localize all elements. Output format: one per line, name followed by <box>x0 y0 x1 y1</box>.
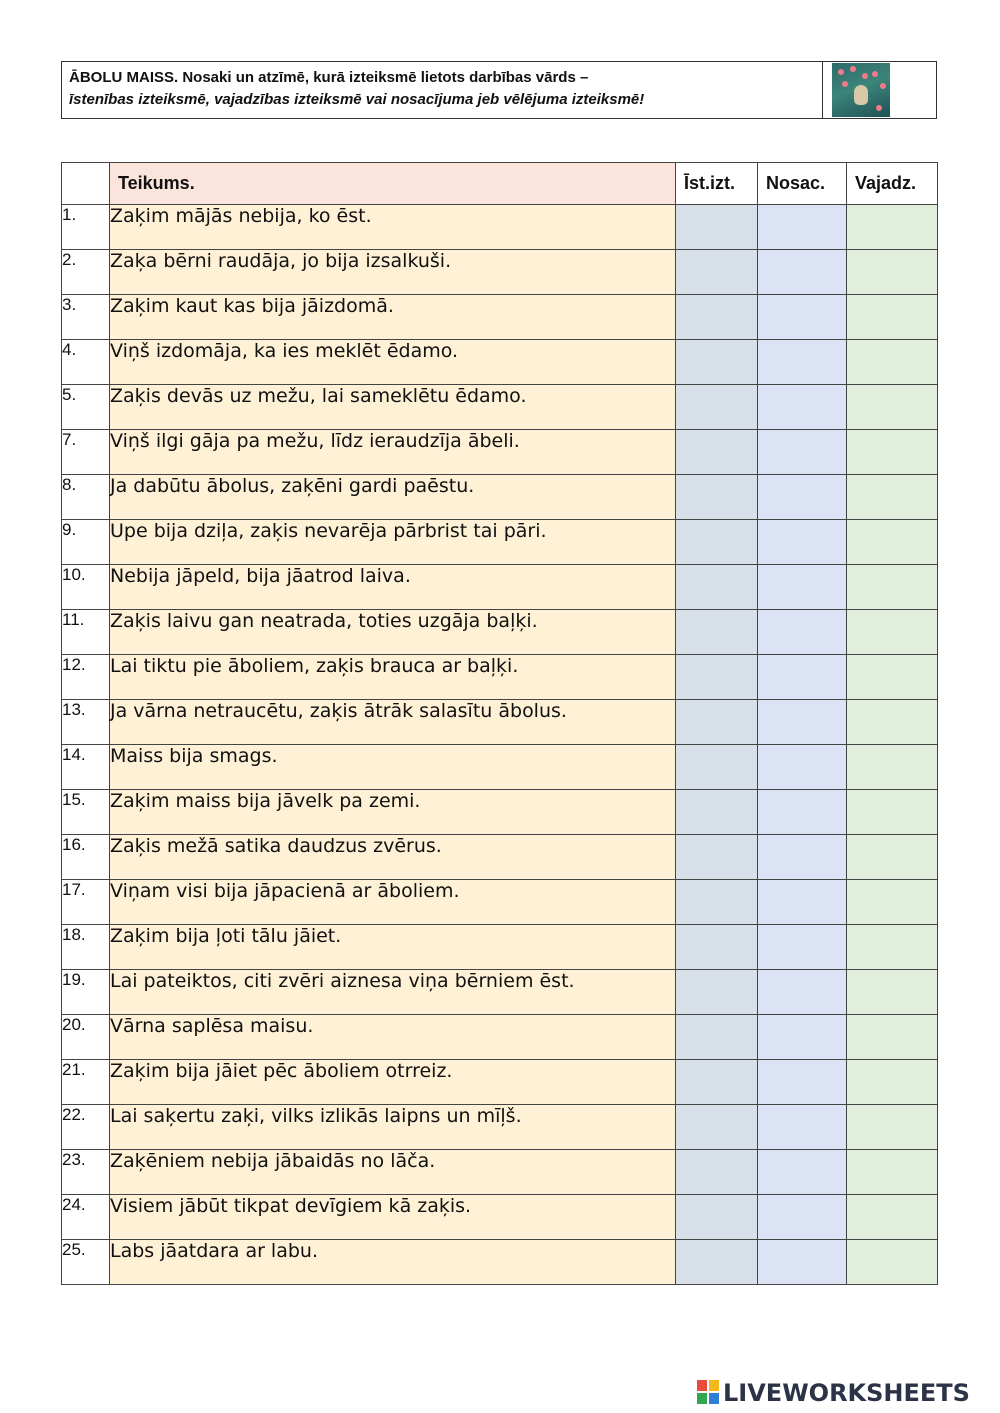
row-number: 19. <box>62 970 110 1015</box>
sentence-cell: Zaķim kaut kas bija jāizdomā. <box>110 295 676 340</box>
answer-cell-debitive[interactable] <box>847 610 938 655</box>
sentence-cell: Zaķēniem nebija jābaidās no lāča. <box>110 1150 676 1195</box>
answer-cell-conditional[interactable] <box>758 700 847 745</box>
sentence-cell: Zaķim maiss bija jāvelk pa zemi. <box>110 790 676 835</box>
row-number: 16. <box>62 835 110 880</box>
answer-cell-indicative[interactable] <box>676 340 758 385</box>
answer-cell-indicative[interactable] <box>676 1015 758 1060</box>
sentence-cell: Lai pateiktos, citi zvēri aiznesa viņa bērniem ēst. <box>110 970 676 1015</box>
column-header-debitive: Vajadz. <box>847 163 938 205</box>
table-row <box>62 1015 938 1060</box>
answer-cell-debitive[interactable] <box>847 340 938 385</box>
answer-cell-indicative[interactable] <box>676 880 758 925</box>
answer-cell-indicative[interactable] <box>676 1150 758 1195</box>
table-row <box>62 610 938 655</box>
rabbit-illustration <box>832 63 890 117</box>
table-row <box>62 430 938 475</box>
answer-cell-debitive[interactable] <box>847 1015 938 1060</box>
table-row <box>62 1105 938 1150</box>
answer-cell-conditional[interactable] <box>758 340 847 385</box>
row-number: 13. <box>62 700 110 745</box>
table-row <box>62 925 938 970</box>
answer-cell-debitive[interactable] <box>847 205 938 250</box>
answer-cell-indicative[interactable] <box>676 970 758 1015</box>
answer-cell-debitive[interactable] <box>847 475 938 520</box>
row-number: 4. <box>62 340 110 385</box>
answer-cell-debitive[interactable] <box>847 880 938 925</box>
answer-cell-debitive[interactable] <box>847 1150 938 1195</box>
row-number: 25. <box>62 1240 110 1285</box>
answer-cell-debitive[interactable] <box>847 970 938 1015</box>
table-row <box>62 475 938 520</box>
table-row <box>62 250 938 295</box>
table-row <box>62 655 938 700</box>
answer-cell-conditional[interactable] <box>758 835 847 880</box>
answer-cell-debitive[interactable] <box>847 655 938 700</box>
table-row <box>62 835 938 880</box>
answer-cell-conditional[interactable] <box>758 970 847 1015</box>
answer-cell-conditional[interactable] <box>758 1060 847 1105</box>
row-number: 2. <box>62 250 110 295</box>
table-row <box>62 565 938 610</box>
answer-cell-conditional[interactable] <box>758 610 847 655</box>
answer-cell-indicative[interactable] <box>676 655 758 700</box>
answer-cell-debitive[interactable] <box>847 295 938 340</box>
table-row <box>62 295 938 340</box>
worksheet-header <box>61 61 937 119</box>
row-number: 18. <box>62 925 110 970</box>
row-number: 1. <box>62 205 110 250</box>
sentence-cell: Lai tiktu pie āboliem, zaķis brauca ar baļķi. <box>110 655 676 700</box>
worksheet-title: ĀBOLU MAISS. Nosaki un atzīmē, kurā izteiksmē lietots darbības vārds – <box>69 69 589 86</box>
sentence-cell: Zaķa bērni raudāja, jo bija izsalkuši. <box>110 250 676 295</box>
answer-cell-indicative[interactable] <box>676 475 758 520</box>
answer-cell-debitive[interactable] <box>847 1105 938 1150</box>
sentence-cell: Ja dabūtu ābolus, zaķēni gardi paēstu. <box>110 475 676 520</box>
row-number: 5. <box>62 385 110 430</box>
row-number: 24. <box>62 1195 110 1240</box>
sentence-cell: Ja vārna netraucētu, zaķis ātrāk salasītu ābolus. <box>110 700 676 745</box>
answer-cell-conditional[interactable] <box>758 1105 847 1150</box>
answer-cell-conditional[interactable] <box>758 790 847 835</box>
answer-cell-indicative[interactable] <box>676 1105 758 1150</box>
answer-cell-indicative[interactable] <box>676 1195 758 1240</box>
table-row <box>62 745 938 790</box>
answer-cell-conditional[interactable] <box>758 205 847 250</box>
answer-cell-indicative[interactable] <box>676 430 758 475</box>
table-row <box>62 790 938 835</box>
answer-cell-debitive[interactable] <box>847 430 938 475</box>
header-image-cell <box>822 62 937 118</box>
worksheet-instructions: īstenības izteiksmē, vajadzības izteiksmē vai nosacījuma jeb vēlējuma izteiksmē! <box>69 91 645 108</box>
row-number: 23. <box>62 1150 110 1195</box>
answer-cell-conditional[interactable] <box>758 1150 847 1195</box>
row-number: 10. <box>62 565 110 610</box>
table-header-row <box>62 163 938 205</box>
sentence-cell: Zaķim bija ļoti tālu jāiet. <box>110 925 676 970</box>
sentence-cell: Zaķis mežā satika daudzus zvērus. <box>110 835 676 880</box>
answer-cell-conditional[interactable] <box>758 250 847 295</box>
column-header-indicative: Īst.izt. <box>676 163 758 205</box>
answer-cell-conditional[interactable] <box>758 880 847 925</box>
answer-cell-indicative[interactable] <box>676 1240 758 1285</box>
table-row <box>62 1060 938 1105</box>
sentence-cell: Zaķis devās uz mežu, lai sameklētu ēdamo. <box>110 385 676 430</box>
sentence-cell: Maiss bija smags. <box>110 745 676 790</box>
answer-cell-indicative[interactable] <box>676 1060 758 1105</box>
row-number: 3. <box>62 295 110 340</box>
answer-cell-conditional[interactable] <box>758 475 847 520</box>
answer-cell-conditional[interactable] <box>758 565 847 610</box>
row-number: 15. <box>62 790 110 835</box>
answer-cell-debitive[interactable] <box>847 835 938 880</box>
sentence-cell: Viņš izdomāja, ka ies meklēt ēdamo. <box>110 340 676 385</box>
header-text <box>69 67 644 111</box>
answer-cell-conditional[interactable] <box>758 745 847 790</box>
row-number: 11. <box>62 610 110 655</box>
table-row <box>62 970 938 1015</box>
table-row <box>62 1150 938 1195</box>
column-header-conditional: Nosac. <box>758 163 847 205</box>
sentence-cell: Nebija jāpeld, bija jāatrod laiva. <box>110 565 676 610</box>
answer-cell-conditional[interactable] <box>758 430 847 475</box>
worksheet-table <box>61 162 938 1285</box>
answer-cell-indicative[interactable] <box>676 295 758 340</box>
sentence-cell: Zaķim mājās nebija, ko ēst. <box>110 205 676 250</box>
table-row <box>62 205 938 250</box>
answer-cell-indicative[interactable] <box>676 205 758 250</box>
row-number: 20. <box>62 1015 110 1060</box>
answer-cell-debitive[interactable] <box>847 1060 938 1105</box>
row-number: 17. <box>62 880 110 925</box>
answer-cell-debitive[interactable] <box>847 790 938 835</box>
answer-cell-debitive[interactable] <box>847 700 938 745</box>
row-number: 21. <box>62 1060 110 1105</box>
sentence-cell: Labs jāatdara ar labu. <box>110 1240 676 1285</box>
answer-cell-debitive[interactable] <box>847 925 938 970</box>
sentence-cell: Viņam visi bija jāpacienā ar āboliem. <box>110 880 676 925</box>
row-number: 12. <box>62 655 110 700</box>
row-number: 7. <box>62 430 110 475</box>
table-row <box>62 1195 938 1240</box>
answer-cell-conditional[interactable] <box>758 655 847 700</box>
sentence-cell: Zaķim bija jāiet pēc āboliem otrreiz. <box>110 1060 676 1105</box>
answer-cell-conditional[interactable] <box>758 925 847 970</box>
answer-cell-indicative[interactable] <box>676 250 758 295</box>
row-number: 9. <box>62 520 110 565</box>
liveworksheets-logo <box>697 1378 970 1408</box>
answer-cell-debitive[interactable] <box>847 1240 938 1285</box>
sentence-cell: Zaķis laivu gan neatrada, toties uzgāja baļķi. <box>110 610 676 655</box>
sentence-cell: Upe bija dziļa, zaķis nevarēja pārbrist tai pāri. <box>110 520 676 565</box>
answer-cell-debitive[interactable] <box>847 1195 938 1240</box>
answer-cell-indicative[interactable] <box>676 520 758 565</box>
answer-cell-conditional[interactable] <box>758 1015 847 1060</box>
table-row <box>62 520 938 565</box>
answer-cell-debitive[interactable] <box>847 565 938 610</box>
answer-cell-indicative[interactable] <box>676 700 758 745</box>
column-header-number <box>62 163 110 205</box>
answer-cell-indicative[interactable] <box>676 835 758 880</box>
table-row <box>62 880 938 925</box>
answer-cell-indicative[interactable] <box>676 385 758 430</box>
answer-cell-conditional[interactable] <box>758 385 847 430</box>
table-row <box>62 385 938 430</box>
answer-cell-indicative[interactable] <box>676 790 758 835</box>
table-row <box>62 1240 938 1285</box>
answer-cell-conditional[interactable] <box>758 295 847 340</box>
answer-cell-debitive[interactable] <box>847 520 938 565</box>
row-number: 8. <box>62 475 110 520</box>
answer-cell-indicative[interactable] <box>676 565 758 610</box>
row-number: 22. <box>62 1105 110 1150</box>
answer-cell-indicative[interactable] <box>676 745 758 790</box>
table-row <box>62 340 938 385</box>
sentence-cell: Visiem jābūt tikpat devīgiem kā zaķis. <box>110 1195 676 1240</box>
table-row <box>62 700 938 745</box>
answer-cell-debitive[interactable] <box>847 385 938 430</box>
sentence-cell: Vārna saplēsa maisu. <box>110 1015 676 1060</box>
sentence-cell: Lai saķertu zaķi, vilks izlikās laipns un mīļš. <box>110 1105 676 1150</box>
row-number: 14. <box>62 745 110 790</box>
answer-cell-conditional[interactable] <box>758 1195 847 1240</box>
answer-cell-indicative[interactable] <box>676 610 758 655</box>
answer-cell-indicative[interactable] <box>676 925 758 970</box>
liveworksheets-logo-text: LIVEWORKSHEETS <box>723 1379 970 1407</box>
column-header-sentence: Teikums. <box>110 163 676 205</box>
answer-cell-debitive[interactable] <box>847 745 938 790</box>
answer-cell-conditional[interactable] <box>758 1240 847 1285</box>
answer-cell-conditional[interactable] <box>758 520 847 565</box>
sentence-cell: Viņš ilgi gāja pa mežu, līdz ieraudzīja ābeli. <box>110 430 676 475</box>
liveworksheets-logo-icon <box>697 1380 721 1406</box>
answer-cell-debitive[interactable] <box>847 250 938 295</box>
